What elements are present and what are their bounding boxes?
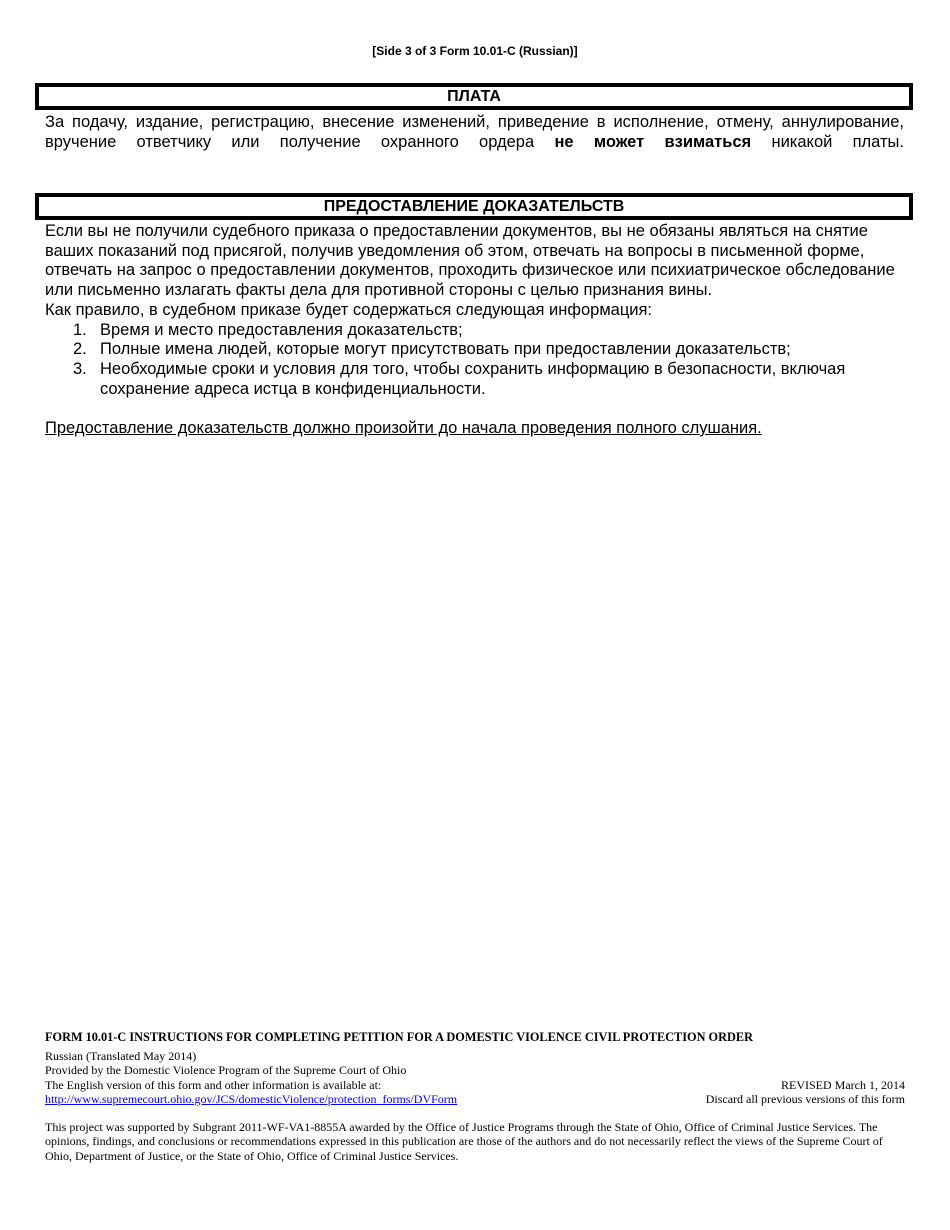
list-item-text: Полные имена людей, которые могут присутствовать при предоставлении доказательств;	[100, 340, 791, 359]
footer-support: This project was supported by Subgrant 2011-WF-VA1-8855A awarded by the Office of Justice Programs through the State of Ohio, Office of Criminal Justice Services. The opinions, findings, and conclusions or recommendations expressed in this publication are those of the authors and do not necessarily reflect the views of the Supreme Court of Ohio, Department of Justice, or the State of Ohio, Office of Criminal Justice Services.	[45, 1120, 883, 1163]
discovery-note: Предоставление доказательств должно произойти до начала проведения полного слушания.	[45, 419, 762, 437]
footer-title: FORM 10.01-C INSTRUCTIONS FOR COMPLETING PETITION FOR A DOMESTIC VIOLENCE CIVIL PROTECTION ORDER	[45, 1030, 753, 1044]
footer-row	[45, 1092, 905, 1106]
discovery-list	[45, 321, 904, 400]
list-item	[45, 321, 904, 341]
footer-row	[45, 1078, 905, 1092]
footer-language: Russian (Translated May 2014)	[45, 1049, 197, 1063]
fees-text-bold: не может взиматься	[554, 132, 752, 151]
footer-provider: Provided by the Domestic Violence Program of the Supreme Court of Ohio	[45, 1063, 407, 1078]
discovery-heading: ПРЕДОСТАВЛЕНИЕ ДОКАЗАТЕЛЬСТВ	[35, 193, 913, 220]
list-item-text: Необходимые сроки и условия для того, чтобы сохранить информацию в безопасности, включая сохранение адреса истца в конфиденциальности.	[100, 359, 846, 398]
fees-heading: ПЛАТА	[35, 83, 913, 110]
list-item-number: 1.	[73, 320, 87, 339]
footer-info	[45, 1049, 905, 1106]
footer-availability: The English version of this form and other information is available at:	[45, 1077, 382, 1092]
list-item	[45, 360, 904, 399]
fees-text-start: За подачу, издание, регистрацию, внесение изменений, приведение в исполнение, отмену, аннулирование, вручение ответчику или получение охранного ордера	[45, 113, 904, 151]
footer-revised: REVISED March 1, 2014	[781, 1077, 905, 1092]
footer-link[interactable]: http://www.supremecourt.ohio.gov/JCS/domesticViolence/protection_forms/DVForm	[45, 1091, 458, 1106]
list-item-number: 3.	[73, 359, 87, 378]
fees-text	[45, 113, 904, 173]
list-item-text: Время и место предоставления доказательств;	[100, 320, 463, 339]
list-item-number: 2.	[73, 340, 87, 359]
discovery-section	[45, 222, 904, 399]
discovery-intro: Как правило, в судебном приказе будет содержаться следующая информация:	[45, 300, 653, 319]
side-label: [Side 3 of 3 Form 10.01-C (Russian)]	[372, 44, 578, 58]
discovery-paragraph: Если вы не получили судебного приказа о предоставлении документов, вы не обязаны являться на снятие ваших показаний под присягой, получив уведомления об этом, отвечать на вопросы в письменной форме, отвечать на запрос о предоставлении документов, проходить физическое или психиатрическое обследование или письменно излагать факты дела для противной стороны с целью признания вины.	[45, 222, 895, 300]
footer-discard: Discard all previous versions of this form	[705, 1091, 905, 1106]
fees-text-end: никакой платы.	[751, 132, 904, 151]
list-item	[45, 340, 904, 360]
